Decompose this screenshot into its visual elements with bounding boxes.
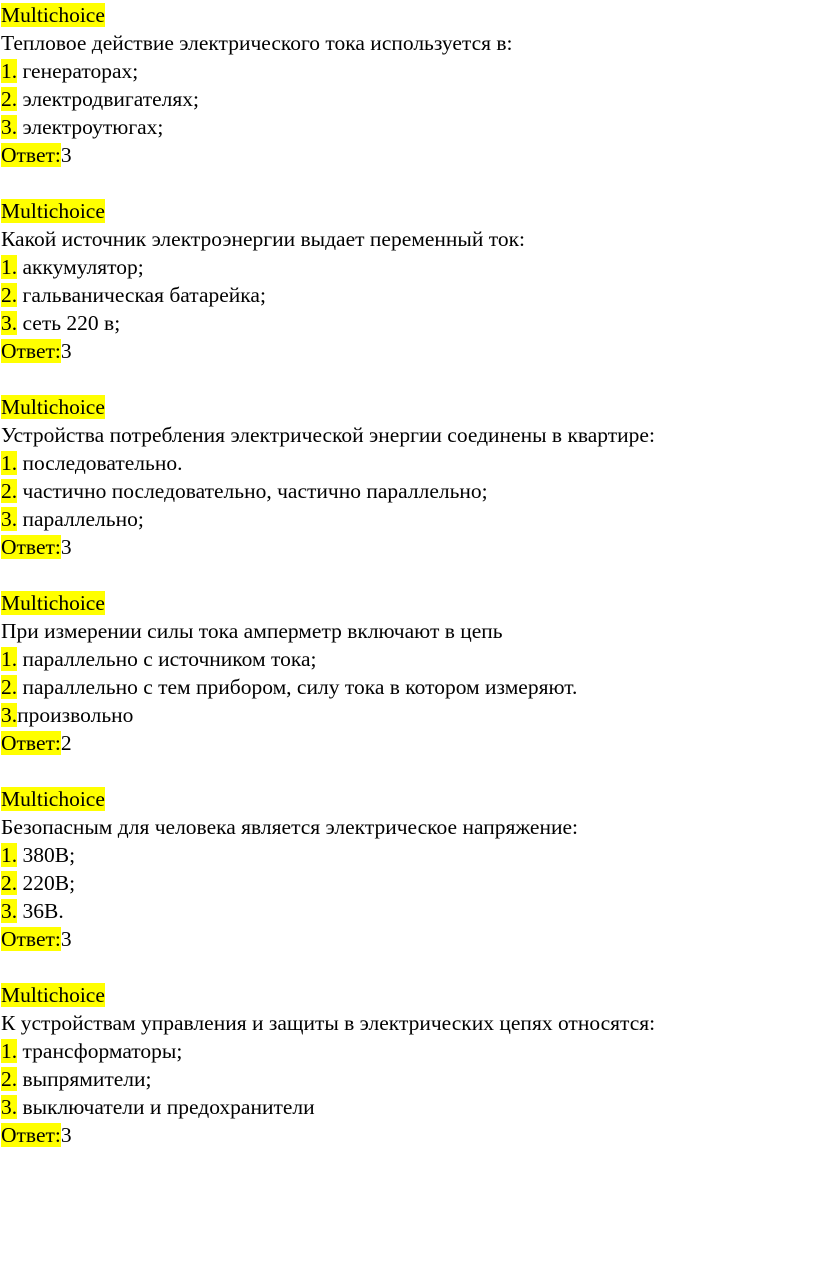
option-text: 220В; [17, 871, 76, 895]
question-type-label: Multichoice [1, 983, 105, 1007]
option-text: последовательно. [17, 451, 183, 475]
option [0, 85, 816, 113]
option-number: 3. [1, 311, 18, 335]
option [0, 449, 816, 477]
option [0, 113, 816, 141]
answer-line [0, 729, 816, 757]
question-type [0, 393, 816, 421]
option-number: 2. [1, 675, 18, 699]
option-text: генераторах; [17, 59, 139, 83]
option-text: электроутюгах; [17, 115, 164, 139]
option [0, 701, 816, 729]
question-type [0, 197, 816, 225]
option [0, 673, 816, 701]
option-text: выключатели и предохранители [17, 1095, 315, 1119]
option [0, 57, 816, 85]
option-number: 3. [1, 507, 18, 531]
answer-line [0, 141, 816, 169]
question-type [0, 1, 816, 29]
answer-value: 3 [60, 535, 72, 559]
question-type-label: Multichoice [1, 591, 105, 615]
question-block [0, 197, 816, 365]
option-number: 2. [1, 479, 18, 503]
answer-label: Ответ: [1, 143, 61, 167]
answer-line [0, 1121, 816, 1149]
question-block [0, 589, 816, 757]
option [0, 1093, 816, 1121]
answer-label: Ответ: [1, 535, 61, 559]
option-text: сеть 220 в; [17, 311, 121, 335]
answer-label: Ответ: [1, 927, 61, 951]
question-type [0, 589, 816, 617]
option-number: 3. [1, 1095, 18, 1119]
option-number: 1. [1, 843, 18, 867]
question-block [0, 1, 816, 169]
option-text: параллельно с источником тока; [17, 647, 317, 671]
option-number: 3. [1, 115, 18, 139]
option-text: трансформаторы; [17, 1039, 183, 1063]
option-text: параллельно с тем прибором, силу тока в котором измеряют. [17, 675, 578, 699]
question-type-label: Multichoice [1, 787, 105, 811]
answer-value: 3 [60, 927, 72, 951]
option-number: 2. [1, 871, 18, 895]
option-number: 1. [1, 255, 18, 279]
option [0, 1065, 816, 1093]
option [0, 281, 816, 309]
question-type [0, 785, 816, 813]
option-text: частично последовательно, частично параллельно; [17, 479, 488, 503]
answer-label: Ответ: [1, 339, 61, 363]
answer-line [0, 337, 816, 365]
question-block [0, 393, 816, 561]
question-text: Какой источник электроэнергии выдает переменный ток: [1, 227, 526, 251]
question-block [0, 981, 816, 1149]
option [0, 477, 816, 505]
question-text: Тепловое действие электрического тока используется в: [1, 31, 513, 55]
option-text: параллельно; [17, 507, 144, 531]
option [0, 1037, 816, 1065]
option-text: аккумулятор; [17, 255, 144, 279]
answer-line [0, 925, 816, 953]
option-text: произвольно [17, 703, 134, 727]
question-type-label: Multichoice [1, 3, 105, 27]
option [0, 309, 816, 337]
answer-label: Ответ: [1, 731, 61, 755]
answer-value: 3 [60, 1123, 72, 1147]
answer-value: 3 [60, 339, 72, 363]
answer-value: 3 [60, 143, 72, 167]
question-text: Устройства потребления электрической энергии соединены в квартире: [1, 423, 655, 447]
question-type-label: Multichoice [1, 199, 105, 223]
option-number: 1. [1, 647, 18, 671]
option [0, 645, 816, 673]
option-text: гальваническая батарейка; [17, 283, 266, 307]
option [0, 505, 816, 533]
option-number: 1. [1, 1039, 18, 1063]
option-number: 1. [1, 451, 18, 475]
question-text: При измерении силы тока амперметр включают в цепь [1, 619, 503, 643]
option-number: 3. [1, 899, 18, 923]
option [0, 869, 816, 897]
answer-label: Ответ: [1, 1123, 61, 1147]
question-type [0, 981, 816, 1009]
answer-line [0, 533, 816, 561]
question-text: К устройствам управления и защиты в электрических цепях относятся: [1, 1011, 656, 1035]
answer-value: 2 [60, 731, 72, 755]
option-text: выпрямители; [17, 1067, 152, 1091]
question-type-label: Multichoice [1, 395, 105, 419]
option-number: 2. [1, 1067, 18, 1091]
option-number: 2. [1, 283, 18, 307]
option [0, 841, 816, 869]
option [0, 253, 816, 281]
option-number: 1. [1, 59, 18, 83]
question-text: Безопасным для человека является электрическое напряжение: [1, 815, 579, 839]
option-text: 380В; [17, 843, 76, 867]
option-text: электродвигателях; [17, 87, 199, 111]
question-block [0, 785, 816, 953]
option [0, 897, 816, 925]
option-number: 3. [1, 703, 18, 727]
document-page [0, 1, 816, 1177]
option-number: 2. [1, 87, 18, 111]
option-text: 36В. [17, 899, 64, 923]
